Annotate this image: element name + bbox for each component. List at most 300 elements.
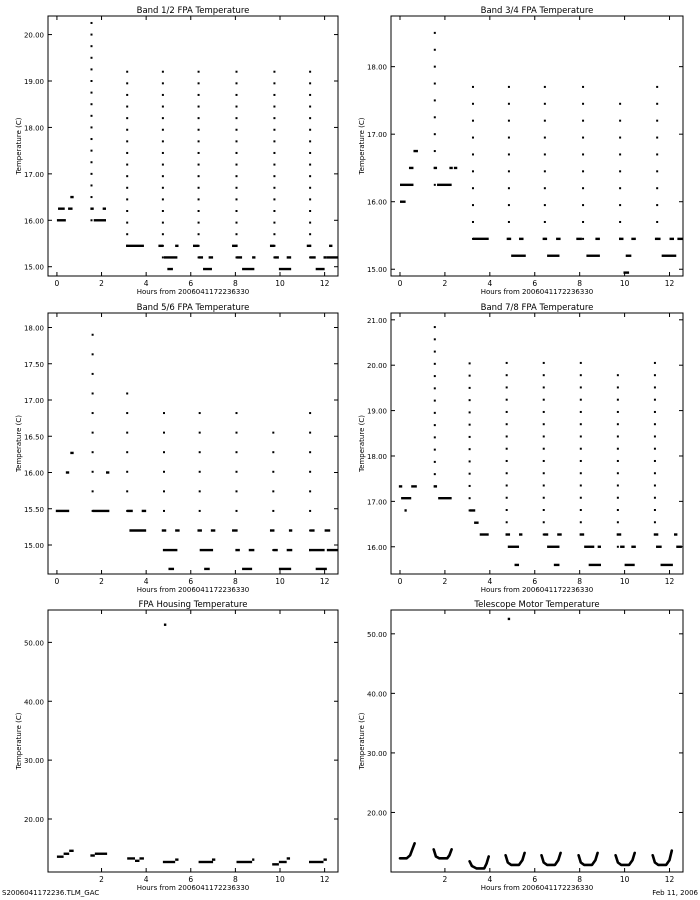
data-point [469,485,471,487]
y-tick-label: 19.00 [366,407,387,416]
data-point [126,222,128,224]
data-point [91,208,93,210]
data-point [543,484,545,486]
data-point [582,120,584,122]
data-point [91,161,93,163]
data-point [162,82,164,84]
data-point [654,521,656,523]
data-point [309,256,311,258]
data-point [617,460,619,462]
data-point [543,448,545,450]
data-point [92,392,94,394]
x-tick-label: 2 [442,577,448,586]
data-point [656,103,658,105]
data-point [126,152,128,154]
footer-filename: S2006041172236.TLM_GAC [2,889,100,897]
data-point [126,392,128,394]
x-tick-label: 2 [442,875,448,884]
data-point [506,374,508,376]
data-point [508,153,510,155]
data-point [92,334,94,336]
data-point [656,86,658,88]
data-point [543,362,545,364]
data-point [91,103,93,105]
data-point [126,129,128,131]
data-point [236,82,238,84]
data-point [654,435,656,437]
data-point [580,362,582,364]
data-point [126,175,128,177]
data-point [91,34,93,36]
data-point [91,45,93,47]
data-point [544,120,546,122]
data-point [309,198,311,200]
y-axis-label: Temperature (C) [15,712,23,770]
data-point [506,435,508,437]
chart-panel-1 [15,6,338,296]
data-point [163,471,165,473]
data-point [617,534,619,536]
data-point [434,400,436,402]
data-point [580,460,582,462]
data-point [163,451,165,453]
data-point [543,399,545,401]
chart-title: Band 5/6 FPA Temperature [136,303,250,313]
data-point [434,184,436,186]
data-point [273,106,275,108]
data-point [654,386,656,388]
x-axis-label: Hours from 2006041172236330 [480,288,594,296]
x-tick-label: 12 [664,577,675,586]
data-point [198,106,200,108]
data-point [126,432,128,434]
data-point [580,399,582,401]
data-point [543,460,545,462]
data-point [544,238,546,240]
chart-panel-4 [358,303,683,594]
data-point [126,71,128,73]
data-point [654,497,656,499]
data-point [654,484,656,486]
data-point [617,484,619,486]
chart-title: Band 3/4 FPA Temperature [480,6,594,16]
data-point [273,245,275,247]
y-axis-label: Temperature (C) [358,415,366,472]
data-point [198,140,200,142]
data-point [434,133,436,135]
data-point [654,448,656,450]
data-point [544,137,546,139]
plot-frame [391,16,683,276]
data-point [580,423,582,425]
data-point [656,204,658,206]
data-point [273,140,275,142]
data-point [508,221,510,223]
x-axis-label: Hours from 2006041172236330 [136,884,250,892]
data-point [309,233,311,235]
data-point [91,196,93,198]
data-point [543,472,545,474]
data-point [126,106,128,108]
data-point [236,198,238,200]
data-point [434,485,436,487]
data-point [654,509,656,511]
x-tick-label: 4 [487,875,493,884]
data-point [434,338,436,340]
data-point [469,448,471,450]
data-point [434,351,436,353]
data-point [580,448,582,450]
y-tick-label: 19.00 [23,78,44,86]
x-tick-label: 4 [487,577,493,586]
y-tick-label: 16.00 [366,543,387,552]
data-point [162,245,164,247]
data-point [91,80,93,82]
data-point [309,549,311,551]
y-tick-label: 15.00 [23,542,44,550]
data-point [654,362,656,364]
y-tick-label: 17.00 [23,397,44,405]
data-point [469,509,471,511]
data-point [91,150,93,152]
x-axis-label: Hours from 2006041172236330 [136,586,250,594]
data-point [273,94,275,96]
data-point [469,460,471,462]
data-point [273,82,275,84]
data-point [236,129,238,131]
data-point [543,534,545,536]
y-tick-label: 15.00 [23,263,44,272]
data-point [236,490,238,492]
data-point [162,140,164,142]
y-tick-label: 20.00 [23,816,44,825]
data-point [236,510,238,512]
data-point [543,423,545,425]
data-point [198,222,200,224]
y-tick-label: 50.00 [366,630,387,639]
data-point [580,386,582,388]
data-point [434,326,436,328]
chart-panel-2 [358,6,683,296]
data-point [544,170,546,172]
y-tick-label: 18.00 [23,124,44,133]
data-point [162,198,164,200]
data-point [236,187,238,189]
data-point [619,120,621,122]
data-point [580,472,582,474]
data-point [273,198,275,200]
y-axis-label: Temperature (C) [15,415,23,472]
data-point [309,152,311,154]
y-tick-label: 17.00 [366,131,387,140]
data-point [309,210,311,212]
data-point [434,99,436,101]
data-point [656,153,658,155]
data-point [236,530,238,532]
data-point [126,412,128,414]
data-point [434,66,436,68]
data-point [656,137,658,139]
data-point [272,510,274,512]
data-point [544,103,546,105]
data-point [469,497,471,499]
y-tick-label: 18.00 [366,452,387,461]
data-point [272,490,274,492]
data-point [508,204,510,206]
y-tick-label: 16.00 [23,217,44,226]
x-tick-label: 8 [577,875,583,884]
data-point [506,423,508,425]
data-point [273,222,275,224]
data-point [92,510,94,512]
data-point [434,363,436,365]
x-tick-label: 12 [664,875,675,884]
data-point [236,152,238,154]
x-tick-label: 0 [54,279,60,288]
data-point [309,187,311,189]
data-point [580,534,582,536]
data-point [617,411,619,413]
data-point [126,471,128,473]
data-point [236,71,238,73]
data-point [506,472,508,474]
data-point [543,497,545,499]
data-point [273,71,275,73]
x-tick-label: 12 [664,279,675,288]
data-point [198,198,200,200]
data-curve [506,853,525,865]
data-point [236,106,238,108]
data-point [506,399,508,401]
y-axis-label: Temperature (C) [358,712,366,770]
data-point [582,103,584,105]
data-point [126,82,128,84]
data-point [617,521,619,523]
data-point [199,432,201,434]
plot-frame [391,610,683,872]
data-point [92,490,94,492]
plot-frame [48,313,338,574]
data-point [543,411,545,413]
data-point [273,152,275,154]
data-point [199,510,201,512]
y-tick-label: 17.50 [23,360,44,369]
data-point [236,175,238,177]
data-point [92,451,94,453]
data-point [543,374,545,376]
data-point [654,423,656,425]
data-point [656,221,658,223]
data-point [126,210,128,212]
x-tick-label: 6 [532,279,538,288]
data-curve [434,849,452,858]
data-point [236,164,238,166]
data-point [582,204,584,206]
data-point [198,210,200,212]
data-point [469,375,471,377]
data-point [434,387,436,389]
data-point [434,473,436,475]
data-point [309,140,311,142]
data-curve [400,843,415,858]
data-point [126,510,128,512]
chart-panel-3 [15,303,338,594]
data-point [582,153,584,155]
data-point [162,117,164,119]
chart-title: Band 1/2 FPA Temperature [136,6,250,16]
chart-panel-6 [358,600,683,892]
data-point [617,386,619,388]
x-tick-label: 6 [188,279,194,288]
data-point [617,435,619,437]
data-point [472,103,474,105]
data-point [309,412,311,414]
y-tick-label: 20.00 [366,362,387,371]
data-point [162,94,164,96]
x-tick-label: 10 [275,875,285,884]
data-point [91,22,93,24]
data-point [272,530,274,532]
y-tick-label: 50.00 [23,639,44,648]
x-tick-label: 8 [232,577,238,586]
data-curve [542,853,561,865]
y-tick-label: 17.00 [366,498,387,507]
x-tick-label: 8 [577,577,583,586]
data-point [654,460,656,462]
data-point [508,137,510,139]
data-point [309,129,311,131]
data-point [582,238,584,240]
data-point [126,233,128,235]
x-tick-label: 8 [577,279,583,288]
data-point [236,471,238,473]
data-point [162,71,164,73]
data-point [544,204,546,206]
data-point [272,432,274,434]
data-point [198,233,200,235]
data-point [434,116,436,118]
data-point [92,373,94,375]
x-tick-label: 10 [619,577,630,586]
data-point [654,472,656,474]
data-point [162,210,164,212]
data-point [582,137,584,139]
data-point [543,386,545,388]
data-point [544,86,546,88]
data-point [273,256,275,258]
data-point [162,164,164,166]
y-tick-label: 16.00 [366,198,387,207]
data-point [91,92,93,94]
data-point [163,530,165,532]
data-point [434,424,436,426]
x-tick-label: 10 [275,279,285,288]
data-point [508,238,510,240]
data-point [654,411,656,413]
data-point [434,150,436,152]
y-tick-label: 21.00 [366,316,387,325]
data-point [469,436,471,438]
data-point [91,68,93,70]
x-axis-label: Hours from 2006041172236330 [480,586,594,594]
x-tick-label: 2 [99,577,104,586]
data-point [163,490,165,492]
data-point [162,106,164,108]
data-point [656,120,658,122]
data-point [162,187,164,189]
x-tick-label: 10 [619,279,630,288]
data-point [199,412,201,414]
data-point [506,386,508,388]
data-point [92,471,94,473]
data-point [272,471,274,473]
data-point [508,120,510,122]
x-tick-label: 10 [275,577,285,586]
data-point [309,451,311,453]
data-curve [470,857,489,869]
x-axis-label: Hours from 2006041172236330 [136,288,250,296]
data-point [199,471,201,473]
x-tick-label: 12 [319,875,330,884]
data-point [434,449,436,451]
x-tick-label: 0 [397,577,403,586]
data-point [472,120,474,122]
data-point [91,184,93,186]
data-point [619,153,621,155]
data-point [619,238,621,240]
data-point [469,387,471,389]
data-point [619,170,621,172]
data-point [236,94,238,96]
data-point [617,509,619,511]
data-curve [616,853,635,865]
data-point [198,187,200,189]
data-point [580,484,582,486]
data-point [580,509,582,511]
data-point [617,399,619,401]
data-point [508,86,510,88]
data-point [617,497,619,499]
data-point [126,187,128,189]
data-point [198,129,200,131]
y-tick-label: 20.00 [366,809,387,818]
data-point [126,94,128,96]
data-point [236,256,238,258]
data-point [472,204,474,206]
x-axis-label: Hours from 2006041172236330 [480,884,594,892]
data-point [582,187,584,189]
data-point [580,497,582,499]
data-point [656,187,658,189]
data-point [162,129,164,131]
data-point [199,451,201,453]
data-point [273,233,275,235]
data-point [434,461,436,463]
data-point [126,245,128,247]
data-point [617,374,619,376]
x-tick-label: 2 [442,279,448,288]
plot-frame [48,16,338,276]
data-point [544,153,546,155]
data-point [162,222,164,224]
data-point [273,117,275,119]
data-curve [579,853,598,865]
data-point [309,175,311,177]
data-point [580,435,582,437]
data-point [654,374,656,376]
x-tick-label: 6 [188,577,194,586]
data-point [543,509,545,511]
